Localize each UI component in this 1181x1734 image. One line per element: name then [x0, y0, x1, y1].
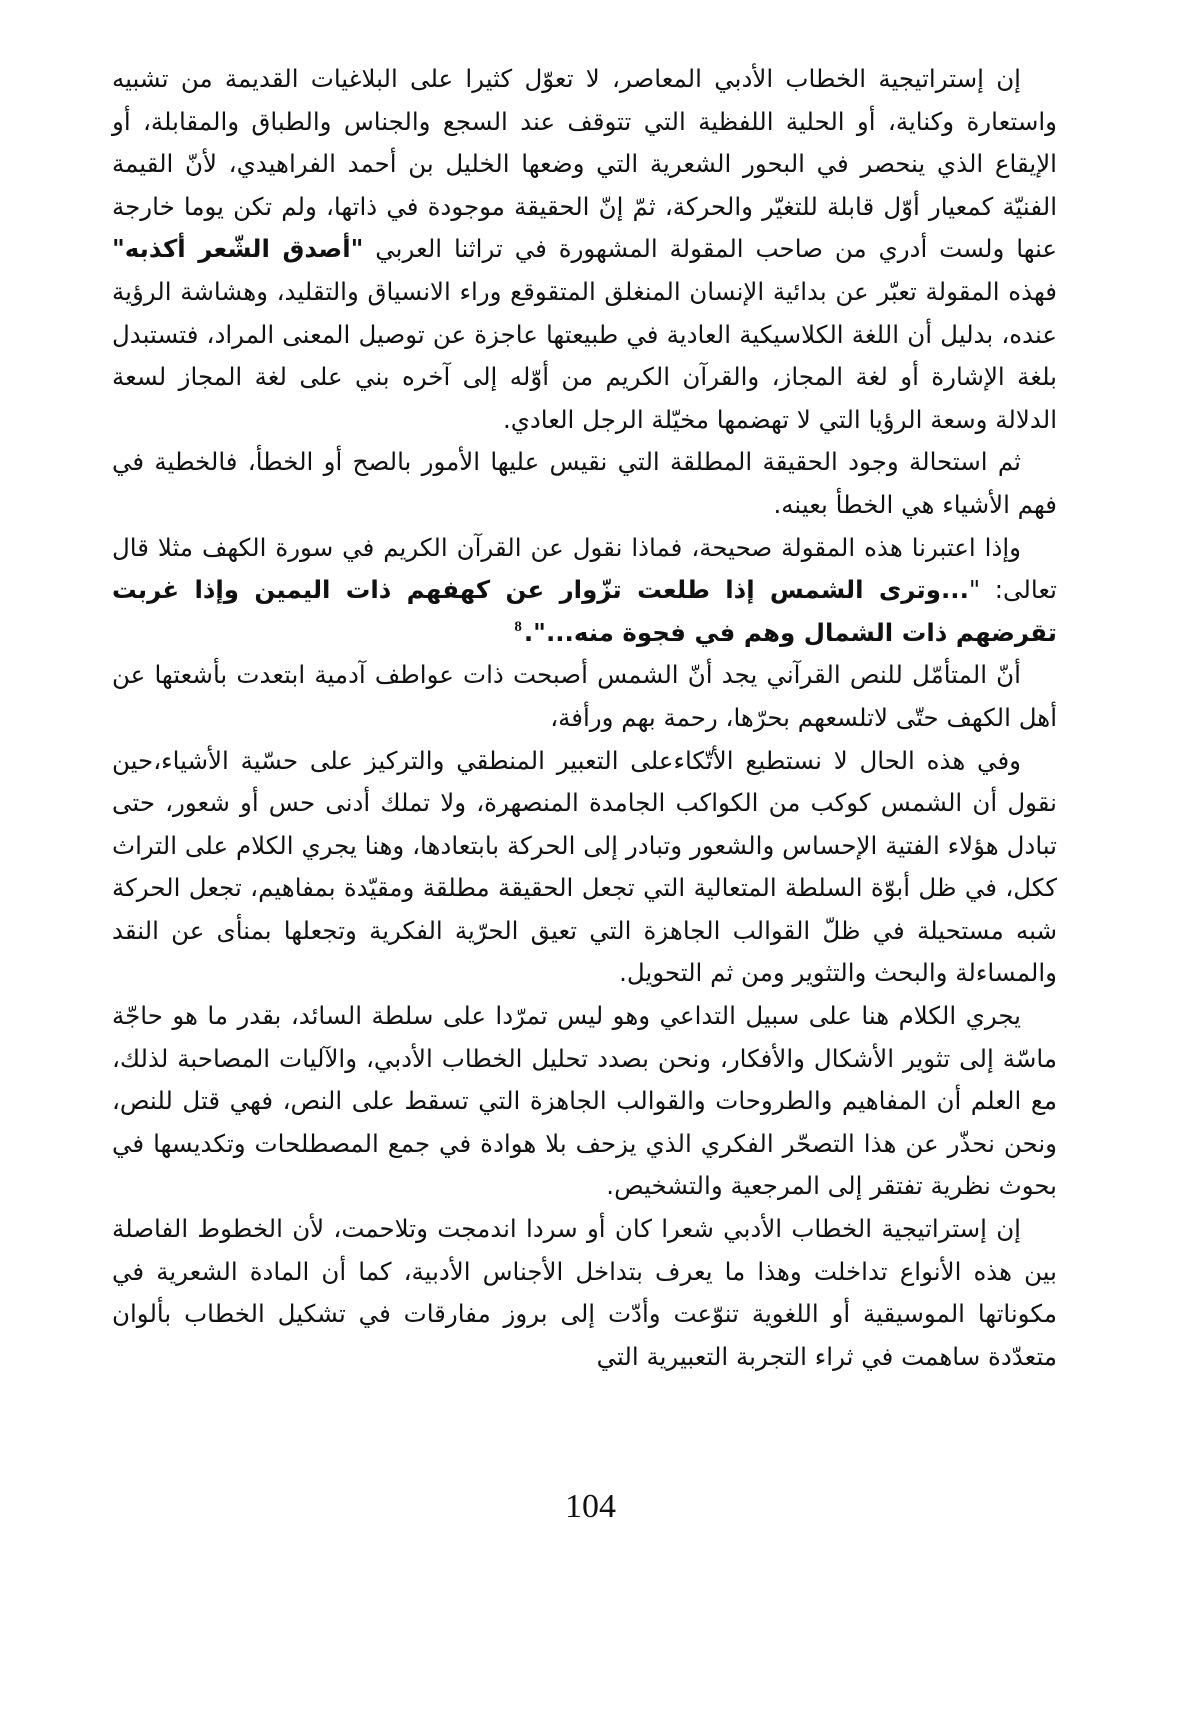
paragraph-3 — [112, 527, 1057, 655]
proverb-quote: "أصدق الشّعر أكذبه" — [112, 234, 364, 264]
footnote-marker[interactable]: 8 — [514, 618, 522, 635]
paragraph-1-continuation: فهذه المقولة تعبّر عن بدائية الإنسان المنغلق المتقوقع وراء الانسياق والتقليد، وهشاشة الرؤية عنده، بدليل أن اللغة الكلاسيكية العادية في طبيعتها عاجزة عن توصيل المعنى المراد، فتستبدل بلغة الإشارة أو لغة المجاز، والقرآن الكريم من أوّله إلى آخره بني على لغة المجاز لسعة الدلالة وسعة الرؤيا التي لا تهضمها مخيّلة الرجل العادي. — [112, 276, 1057, 434]
paragraph-6: يجري الكلام هنا على سبيل التداعي وهو ليس تمرّدا على سلطة السائد، بقدر ما هو حاجّة ماسّة إلى تثوير الأشكال والأفكار، ونحن بصدد تحليل الخطاب الأدبي، والآليات المصاحبة لذلك، مع العلم أن المفاهيم والطروحات والقوالب الجاهزة التي تسقط على النص، فهي قتل للنص، ونحن نحذّر عن هذا التصحّر الفكري الذي يزحف بلا هوادة في جمع المصطلحات وتكديسها في بحوث نظرية تفتقر إلى المرجعية والتشخيص. — [112, 1001, 1057, 1201]
paragraph-2: ثم استحالة وجود الحقيقة المطلقة التي نقيس عليها الأمور بالصح أو الخطأ، فالخطية في فهم الأشياء هي الخطأ بعينه. — [112, 447, 1057, 519]
quran-verse: ...وترى الشمس إذا طلعت تزّوار عن كهفهم ذات اليمين وإذا غربت تقرضهم ذات الشمال وهم في فجوة منه...". — [112, 575, 1057, 647]
paragraph-4: أنّ المتأمّل للنص القرآني يجد أنّ الشمس أصبحت ذات عواطف آدمية ابتعدت بأشعتها عن أهل الكهف حتّى لاتلسعهم بحرّها، رحمة بهم ورأفة، — [112, 660, 1057, 732]
body-text — [112, 58, 1057, 1378]
paragraph-7: إن إستراتيجية الخطاب الأدبي شعرا كان أو سردا اندمجت وتلاحمت، لأن الخطوط الفاصلة بين هذه الأنواع تداخلت وهذا ما يعرف بتداخل الأجناس الأدبية، كما أن المادة الشعرية في مكوناتها الموسيقية أو اللغوية تنوّعت وأدّت إلى بروز مفارقات في تشكيل الخطاب بألوان متعدّدة ساهمت في ثراء التجربة التعبيرية التي — [112, 1214, 1057, 1371]
paragraph-5: وفي هذه الحال لا نستطيع الأتّكاءعلى التعبير المنطقي والتركيز على حسّية الأشياء،حين نقول أن الشمس كوكب من الكواكب الجامدة المنصهرة، ولا تملك أدنى حس أو شعور، حتى تبادل هؤلاء الفتية الإحساس والشعور وتبادر إلى الحركة بابتعادها، وهنا يجري الكلام على التراث ككل، في ظل أبوّة السلطة المتعالية التي تجعل الحقيقة مطلقة ومقيّدة بمفاهيم، تجعل الحركة شبه مستحيلة في ظلّ القوالب الجاهزة التي تعيق الحرّية الفكرية وتجعلها بمنأى عن النقد والمساءلة والبحث والتثوير ومن ثم التحويل. — [112, 745, 1057, 988]
page-number: 104 — [565, 1488, 616, 1525]
paragraph-1 — [112, 58, 1057, 441]
paragraph-3-text: وإذا اعتبرنا هذه المقولة صحيحة، فماذا نقول عن القرآن الكريم في سورة الكهف مثلا قال تعالى: " — [112, 532, 1057, 605]
paragraph-1-text: إن إستراتيجية الخطاب الأدبي المعاصر، لا تعوّل كثيرا على البلاغيات القديمة من تشبيه واستعارة وكناية، أو الحلية اللفظية التي تتوقف عند السجع والجناس والطباق والمقابلة، أو الإيقاع الذي ينحصر في البحور الشعرية التي وضعها الخليل بن أحمد الفراهيدي، لأنّ القيمة الفنيّة كمعيار أوّل قابلة للتغيّر والحركة، ثمّ إنّ الحقيقة موجودة في ذاتها، ولم تكن يوما خارجة عنها ولست أدري من صاحب المقولة المشهورة في تراثنا العربي — [112, 64, 1058, 264]
